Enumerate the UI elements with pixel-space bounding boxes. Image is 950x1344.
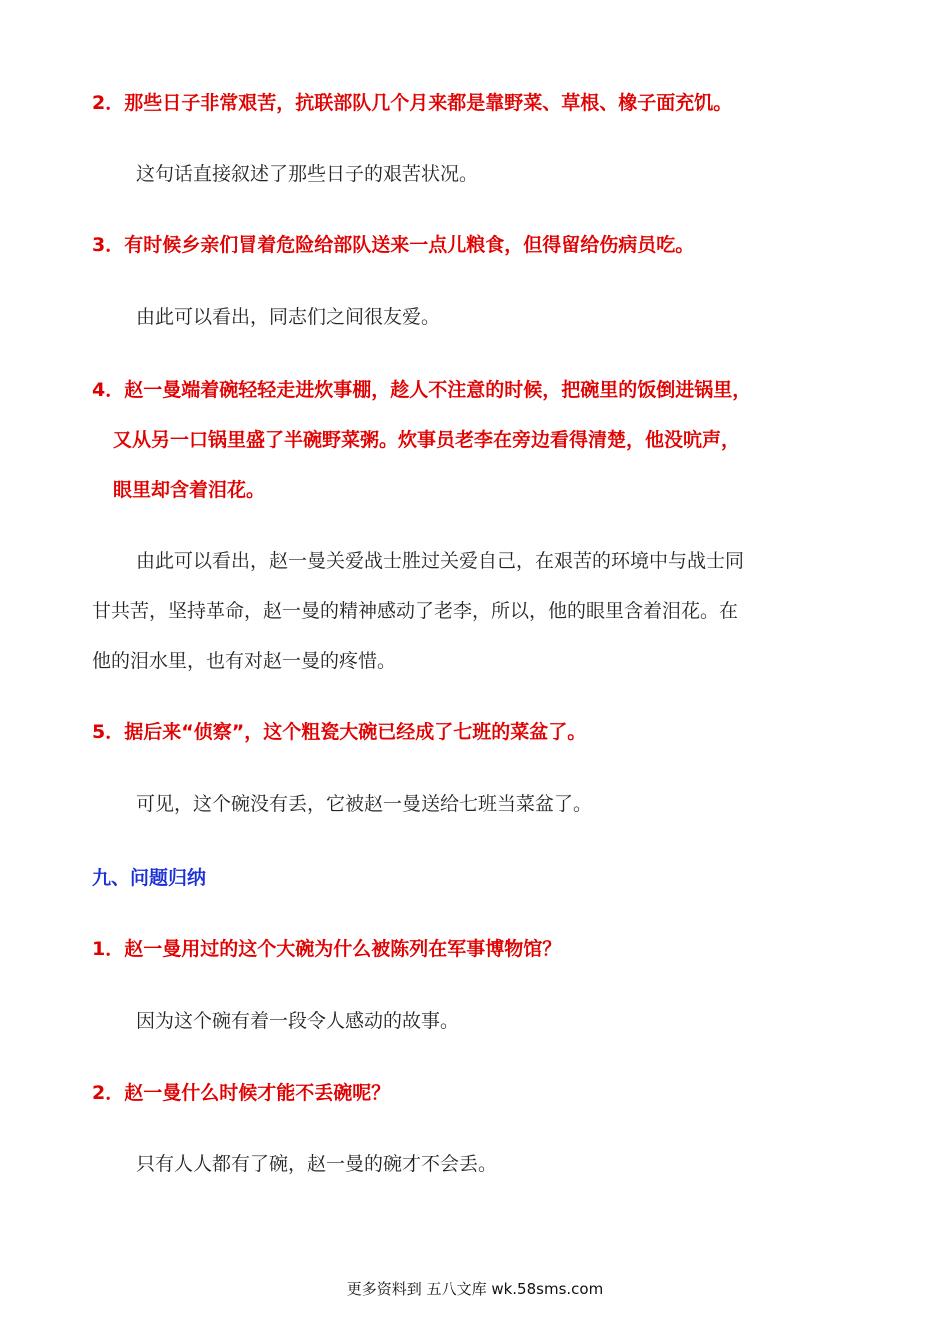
summary-question-1: 1．赵一曼用过的这个大碗为什么被陈列在军事博物馆？ — [92, 938, 562, 960]
question-5: 5．据后来“侦察”，这个粗瓷大碗已经成了七班的菜盆了。 — [92, 721, 587, 743]
footer-text: 更多资料到 五八文库 wk.58sms.com — [346, 1280, 604, 1298]
answer-4-line-1: 由此可以看出，赵一曼关爱战士胜过关爱自己，在艰苦的环境中与战士同 — [136, 550, 745, 572]
summary-question-2: 2．赵一曼什么时候才能不丢碗呢？ — [92, 1082, 391, 1104]
answer-2: 这句话直接叙述了那些日子的艰苦状况。 — [136, 163, 479, 185]
summary-answer-2: 只有人人都有了碗，赵一曼的碗才不会丢。 — [136, 1153, 498, 1175]
question-2: 2．那些日子非常艰苦，抗联部队几个月来都是靠野菜、草根、橡子面充饥。 — [92, 92, 733, 114]
section-heading: 九、问题归纳 — [92, 867, 207, 889]
question-4-line-3: 眼里却含着泪花。 — [113, 479, 266, 501]
summary-answer-1: 因为这个碗有着一段令人感动的故事。 — [136, 1010, 460, 1032]
answer-4-line-2: 甘共苦，坚持革命，赵一曼的精神感动了老李，所以，他的眼里含着泪花。在 — [92, 600, 739, 622]
answer-5: 可见，这个碗没有丢，它被赵一曼送给七班当菜盆了。 — [136, 793, 593, 815]
question-3: 3．有时候乡亲们冒着危险给部队送来一点儿粮食，但得留给伤病员吃。 — [92, 234, 695, 256]
question-4-line-1: 4．赵一曼端着碗轻轻走进炊事棚，趁人不注意的时候，把碗里的饭倒进锅里， — [92, 379, 752, 401]
question-4-line-2: 又从另一口锅里盛了半碗野菜粥。炊事员老李在旁边看得清楚，他没吭声， — [113, 429, 741, 451]
answer-4-line-3: 他的泪水里，也有对赵一曼的疼惜。 — [92, 650, 397, 672]
answer-3: 由此可以看出，同志们之间很友爱。 — [136, 306, 441, 328]
